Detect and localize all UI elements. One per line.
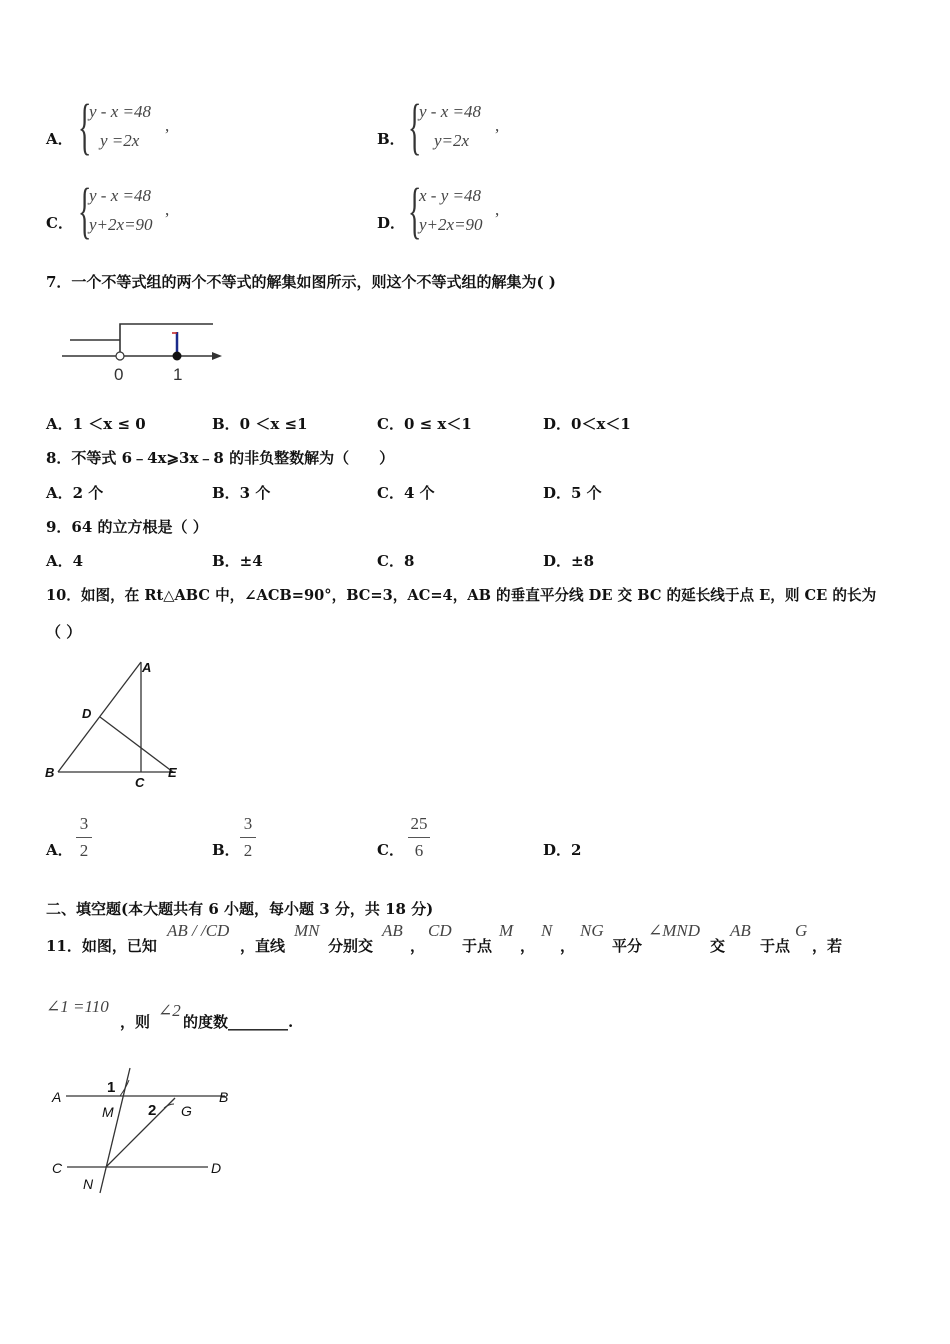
option-letter: B． bbox=[377, 130, 405, 148]
q11-math: N bbox=[541, 921, 553, 940]
left-brace: { bbox=[78, 177, 92, 245]
equation-line-1: y - x =48 bbox=[89, 186, 151, 205]
comma: , bbox=[495, 200, 500, 219]
question-10-text-cont: （ ） bbox=[46, 623, 82, 641]
option-letter: A． bbox=[46, 130, 73, 148]
parallel-lines-figure bbox=[40, 1060, 250, 1205]
comma: , bbox=[165, 116, 170, 135]
triangle-figure bbox=[40, 655, 190, 795]
q11-math: AB / /CD bbox=[167, 921, 230, 940]
label-angle-2: 2 bbox=[148, 1102, 157, 1119]
q11-part: ， bbox=[520, 937, 536, 955]
q11-part: ， bbox=[560, 937, 576, 955]
q10-option-b-fraction bbox=[240, 814, 256, 861]
fraction-bar bbox=[240, 837, 256, 838]
angle-2-arc bbox=[164, 1104, 174, 1108]
equation-line-2: y+2x=90 bbox=[419, 215, 483, 234]
equation-line-1: x - y =48 bbox=[419, 186, 481, 205]
equation-line-2: y =2x bbox=[100, 131, 140, 150]
filled-circle-1 bbox=[173, 352, 182, 361]
numerator: 3 bbox=[79, 814, 89, 833]
left-brace: { bbox=[408, 177, 422, 245]
denominator: 6 bbox=[414, 841, 424, 860]
label-c: C bbox=[52, 1160, 63, 1176]
label-a: A bbox=[142, 660, 152, 675]
solution-line-right bbox=[120, 324, 213, 356]
fraction-bar bbox=[76, 837, 92, 838]
q11-math: CD bbox=[428, 921, 452, 940]
q10-option-a-fraction bbox=[76, 814, 92, 861]
denominator: 2 bbox=[243, 841, 253, 860]
option-letter: C． bbox=[46, 214, 73, 232]
q10-option-a-letter: A． bbox=[46, 841, 73, 859]
q8-option-b: B．3 个 bbox=[212, 484, 271, 502]
label-m: M bbox=[102, 1104, 114, 1120]
q9-option-a: A．4 bbox=[46, 552, 84, 570]
q11-part: ， bbox=[410, 937, 426, 955]
section-2-heading: 二、填空题(本大题共有 6 小题，每小题 3 分，共 18 分) bbox=[46, 900, 434, 918]
question-8-text: 8．不等式 6﹣4x⩾3x﹣8 的非负整数解为（ ） bbox=[46, 449, 395, 467]
label-d: D bbox=[82, 706, 92, 721]
q11-part: 于点 bbox=[760, 937, 791, 955]
q9-option-c: C．8 bbox=[377, 552, 415, 570]
q10-option-c-fraction bbox=[408, 814, 430, 861]
q11-math: ∠2 bbox=[158, 1001, 181, 1020]
q10-option-d bbox=[543, 839, 581, 860]
q8-option-d: D．5 个 bbox=[543, 484, 602, 502]
axis-label-1: 1 bbox=[173, 365, 183, 384]
label-b: B bbox=[45, 765, 55, 780]
equation-line-1: y - x =48 bbox=[419, 102, 481, 121]
label-angle-1: 1 bbox=[107, 1079, 116, 1096]
numerator: 3 bbox=[243, 814, 253, 833]
left-brace: { bbox=[78, 93, 92, 161]
label-c: C bbox=[135, 775, 145, 790]
comma: , bbox=[165, 200, 170, 219]
question-9-text: 9．64 的立方根是（ ） bbox=[46, 518, 208, 536]
q11-math: ∠1 =110 bbox=[46, 997, 109, 1016]
q11-part: 分别交 bbox=[328, 937, 374, 955]
q11-part: ，直线 bbox=[240, 937, 286, 955]
q11-part: 平分 bbox=[612, 937, 643, 955]
comma: , bbox=[495, 116, 500, 135]
q10-option-b-letter: B． bbox=[212, 841, 240, 859]
label-d: D bbox=[211, 1160, 222, 1176]
numerator: 25 bbox=[410, 814, 428, 833]
axis-label-0: 0 bbox=[114, 365, 124, 384]
q11-math: AB bbox=[730, 921, 751, 940]
label-g: G bbox=[181, 1103, 192, 1119]
equation-line-2: y+2x=90 bbox=[89, 215, 153, 234]
equation-line-1: y - x =48 bbox=[89, 102, 151, 121]
q11-math: G bbox=[795, 921, 808, 940]
q11-math: AB bbox=[382, 921, 403, 940]
segment-ba bbox=[58, 662, 141, 772]
q11-math: ∠MND bbox=[648, 921, 701, 940]
segment-ng bbox=[106, 1098, 175, 1167]
q7-option-a: A．1 ＜x ≤ 0 bbox=[46, 415, 146, 433]
fraction-bar bbox=[408, 837, 430, 838]
option-value: 2 bbox=[571, 841, 582, 859]
q11-math: M bbox=[499, 921, 514, 940]
q11-part: ，则 bbox=[120, 1013, 151, 1031]
option-letter: D． bbox=[377, 214, 406, 232]
label-b: B bbox=[219, 1089, 229, 1105]
q11-math: NG bbox=[580, 921, 604, 940]
arrow-head bbox=[212, 352, 222, 360]
q7-option-c: C．0 ≤ x＜1 bbox=[377, 415, 472, 433]
left-brace: { bbox=[408, 93, 422, 161]
q7-option-b: B．0 ＜x ≤1 bbox=[212, 415, 308, 433]
q9-option-b: B．±4 bbox=[212, 552, 263, 570]
question-10-text: 10．如图，在 Rt△ABC 中，∠ACB=90°，BC=3，AC=4，AB 的垂直平分线 DE 交 BC 的延长线于点 E，则 CE 的长为 bbox=[46, 587, 877, 604]
q11-part: 的度数________. bbox=[183, 1013, 294, 1031]
q7-option-d: D．0＜x＜1 bbox=[543, 415, 631, 433]
q11-part: 于点 bbox=[462, 937, 493, 955]
q8-option-c: C．4 个 bbox=[377, 484, 435, 502]
q8-option-a: A．2 个 bbox=[46, 484, 104, 502]
number-line-figure bbox=[60, 316, 230, 386]
equation-line-2: y=2x bbox=[434, 131, 470, 150]
label-n: N bbox=[83, 1176, 94, 1192]
q11-math: MN bbox=[294, 921, 320, 940]
segment-de bbox=[100, 717, 173, 772]
q9-option-d: D．±8 bbox=[543, 552, 595, 570]
label-e: E bbox=[168, 765, 177, 780]
question-7-text: 7．一个不等式组的两个不等式的解集如图所示，则这个不等式组的解集为( ) bbox=[46, 273, 556, 291]
label-a: A bbox=[52, 1089, 62, 1105]
q11-part: ，若 bbox=[812, 937, 843, 955]
denominator: 2 bbox=[79, 841, 89, 860]
q10-option-c-letter: C． bbox=[377, 841, 404, 859]
option-letter: D． bbox=[543, 841, 572, 859]
open-circle-0 bbox=[116, 352, 124, 360]
q11-part: 11．如图，已知 bbox=[46, 937, 157, 955]
q11-part: 交 bbox=[710, 937, 726, 955]
